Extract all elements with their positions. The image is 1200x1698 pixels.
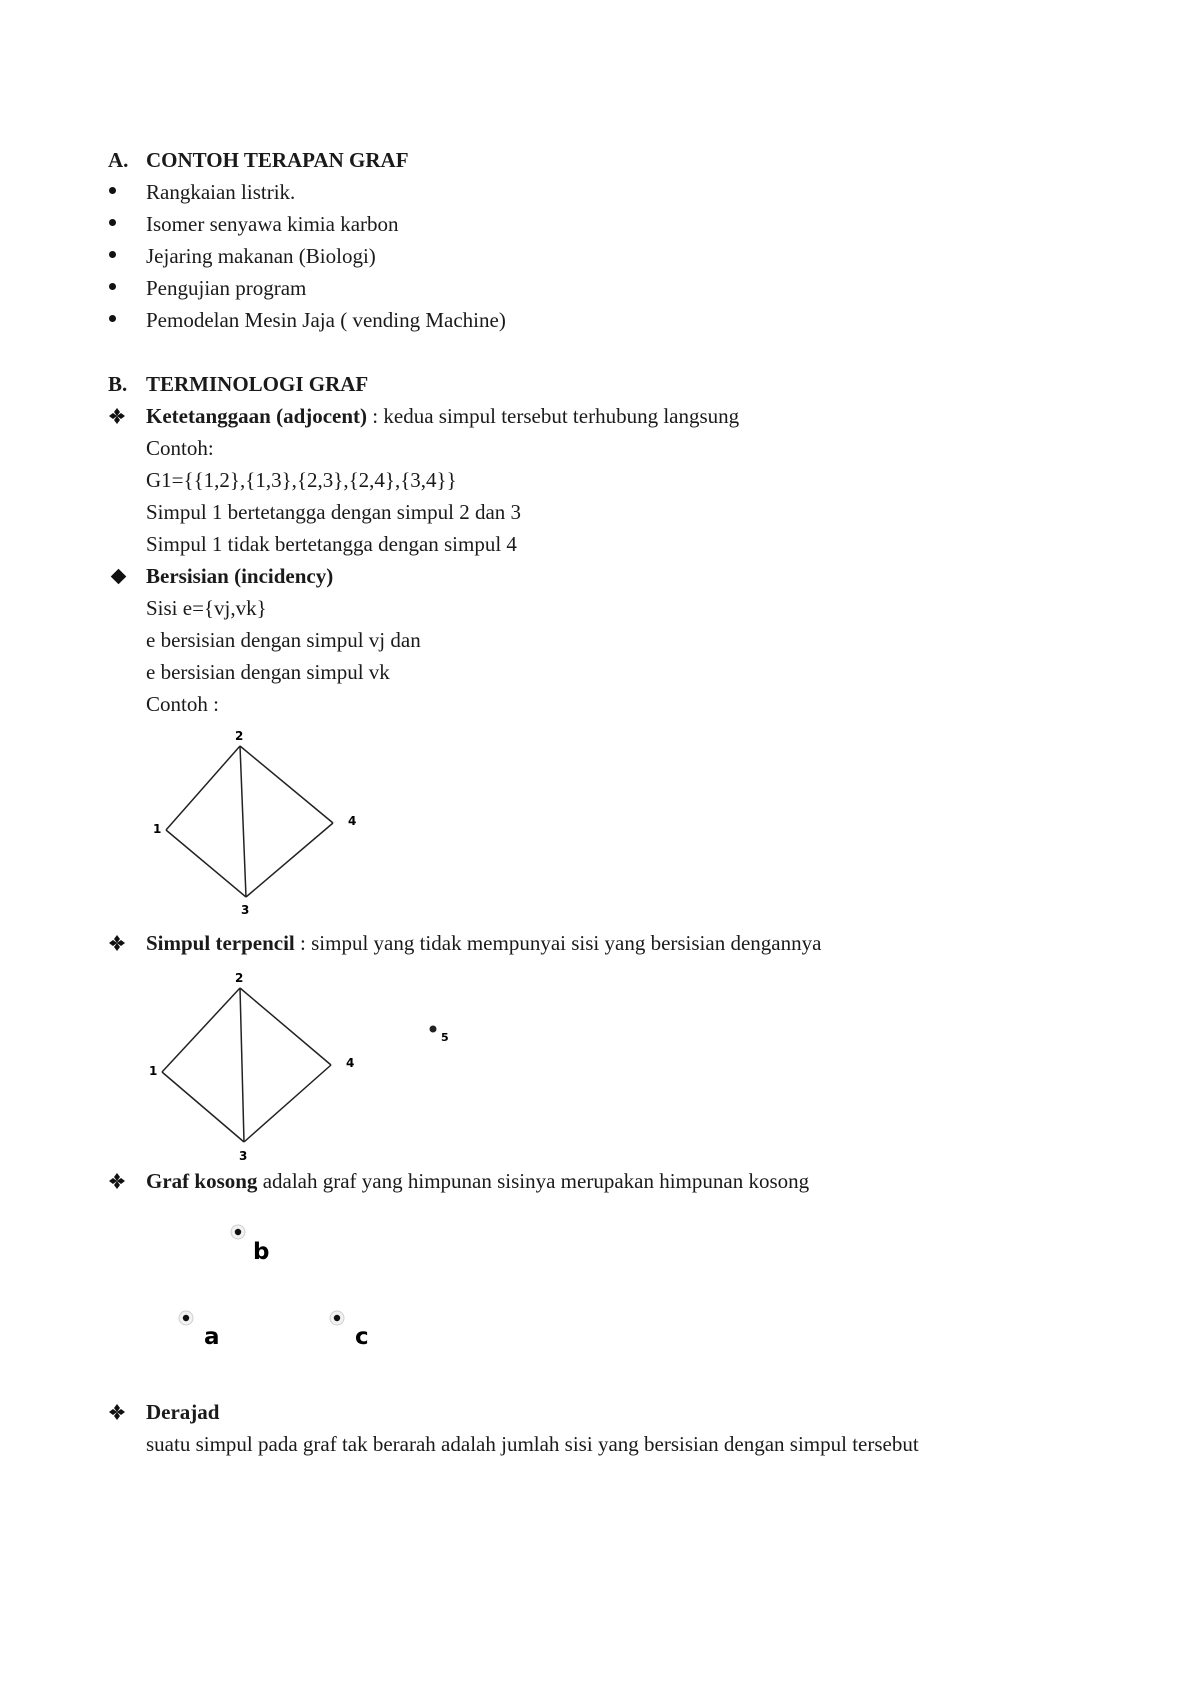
- edge-3-4: [244, 1065, 331, 1142]
- node-label: 4: [346, 1056, 355, 1070]
- edge-3-4: [246, 823, 333, 897]
- term-adjacent-desc: : kedua simpul tersebut terhubung langsung: [367, 404, 740, 428]
- section-a-heading: CONTOH TERAPAN GRAF: [146, 148, 409, 172]
- edge-2-4: [240, 988, 331, 1065]
- node-label: 1: [153, 822, 162, 836]
- term-adjacent-label: Ketetanggaan (adjocent): [146, 404, 368, 428]
- term-isolated: [146, 928, 821, 958]
- incidency-line: Sisi e={vj,vk}: [146, 596, 267, 620]
- edge-2-4: [240, 746, 333, 823]
- bullet-icon: [109, 219, 116, 226]
- list-item: Rangkaian listrik.: [146, 180, 296, 204]
- node-b: [235, 1229, 241, 1235]
- term-degree-desc: suatu simpul pada graf tak berarah adalah jumlah sisi yang bersisian dengan simpul tersebut: [146, 1432, 919, 1456]
- graph-diagram-2: [140, 965, 460, 1165]
- edge-2-3: [240, 988, 244, 1142]
- term-degree: Derajad: [146, 1400, 220, 1424]
- clover-bullet-icon: [109, 408, 125, 424]
- node-label: 3: [239, 1149, 248, 1163]
- adjacent-line: Simpul 1 bertetangga dengan simpul 2 dan 3: [146, 500, 522, 524]
- edge-1-2: [166, 746, 240, 830]
- bullet-icon: [109, 187, 116, 194]
- term-empty-label: Graf kosong: [146, 1169, 258, 1193]
- edge-1-3: [166, 830, 246, 897]
- bullet-icon: [109, 283, 116, 290]
- node-label: 4: [348, 814, 357, 828]
- section-b-heading: TERMINOLOGI GRAF: [146, 372, 369, 396]
- incidency-line: Contoh :: [146, 692, 219, 716]
- clover-bullet-icon: [109, 1404, 125, 1420]
- term-empty-desc: adalah graf yang himpunan sisinya merupakan himpunan kosong: [257, 1169, 810, 1193]
- adjacent-line: Contoh:: [146, 436, 214, 460]
- node-c: [334, 1315, 340, 1321]
- term-adjacent: [146, 401, 739, 431]
- term-isolated-desc: : simpul yang tidak mempunyai sisi yang bersisian dengannya: [294, 931, 822, 955]
- bullet-icon: [109, 251, 116, 258]
- node-label: c: [355, 1324, 369, 1350]
- list-item: Pemodelan Mesin Jaja ( vending Machine): [146, 308, 506, 332]
- bullet-icon: [109, 315, 116, 322]
- clover-bullet-icon: [109, 1173, 125, 1189]
- term-isolated-label: Simpul terpencil: [146, 931, 295, 955]
- clover-bullet-icon: [109, 935, 125, 951]
- node-label: 1: [149, 1064, 158, 1078]
- adjacent-line: G1={{1,2},{1,3},{2,3},{2,4},{3,4}}: [146, 468, 457, 492]
- section-b-letter: B.: [108, 372, 128, 396]
- edge-1-2: [162, 988, 240, 1072]
- list-item: Jejaring makanan (Biologi): [146, 244, 376, 268]
- list-item: Isomer senyawa kimia karbon: [146, 212, 399, 236]
- edge-1-3: [162, 1072, 244, 1142]
- list-item: Pengujian program: [146, 276, 307, 300]
- graph-diagram-1: [140, 725, 380, 920]
- isolated-node: [430, 1026, 437, 1033]
- term-empty: [146, 1166, 809, 1196]
- edge-2-3: [240, 746, 246, 897]
- node-label: 5: [441, 1031, 449, 1044]
- adjacent-line: Simpul 1 tidak bertetangga dengan simpul 4: [146, 532, 517, 556]
- graph-diagram-3: [160, 1210, 400, 1360]
- node-label: a: [204, 1324, 220, 1350]
- section-a-letter: A.: [108, 148, 129, 172]
- term-incidency: Bersisian (incidency): [146, 564, 334, 588]
- incidency-line: e bersisian dengan simpul vj dan: [146, 628, 421, 652]
- node-a: [183, 1315, 189, 1321]
- node-label: 2: [235, 729, 244, 743]
- incidency-line: e bersisian dengan simpul vk: [146, 660, 390, 684]
- diamond-bullet-icon: [111, 569, 127, 585]
- node-label: b: [253, 1239, 270, 1265]
- node-label: 3: [241, 903, 250, 917]
- node-label: 2: [235, 971, 244, 985]
